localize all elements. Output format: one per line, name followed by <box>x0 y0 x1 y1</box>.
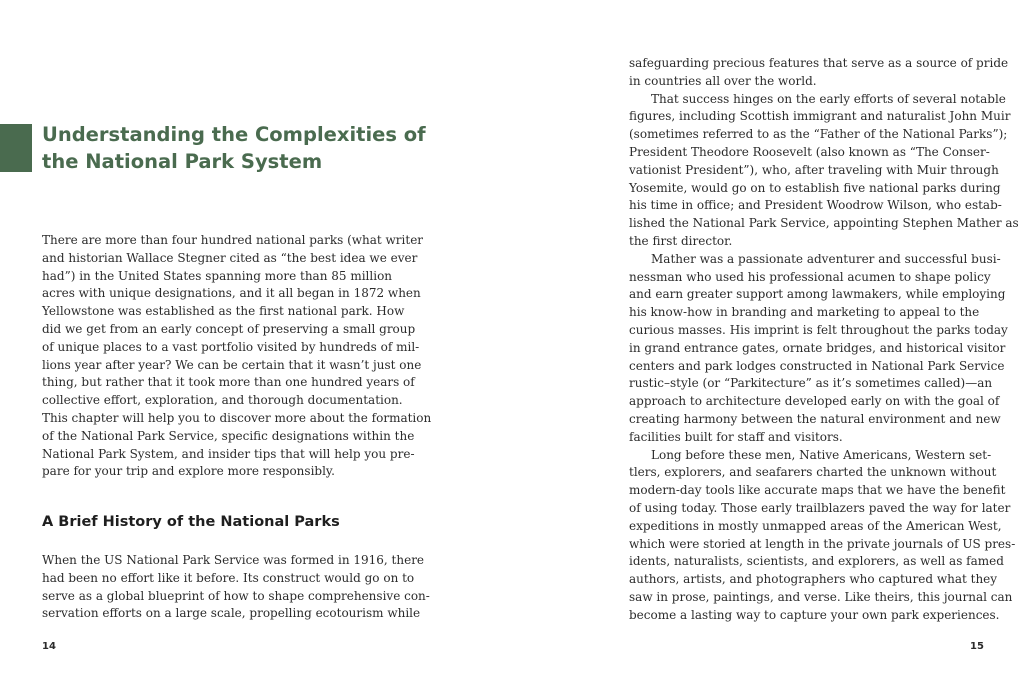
history-line: servation efforts on a large scale, propelling ecotourism while <box>42 606 421 621</box>
body-line: creating harmony between the natural environment and new <box>629 411 1001 426</box>
right-page <box>512 0 1024 683</box>
body-line: the first director. <box>629 233 733 248</box>
chapter-accent-bar <box>0 124 32 172</box>
page-number-left: 14 <box>42 641 56 652</box>
intro-line: National Park System, and insider tips that will help you pre- <box>42 446 415 461</box>
body-line: approach to architecture developed early on with the goal of <box>629 394 1000 409</box>
body-line: facilities built for staff and visitors. <box>629 429 843 444</box>
page-number-right: 15 <box>970 641 984 652</box>
body-line: centers and park lodges constructed in National Park Service <box>629 358 1005 373</box>
body-line: Long before these men, Native Americans, Western set- <box>651 447 992 462</box>
intro-line: did we get from an early concept of preserving a small group <box>42 321 416 336</box>
body-line: (sometimes referred to as the “Father of the National Parks”); <box>629 127 1008 142</box>
intro-line: There are more than four hundred national parks (what writer <box>42 233 424 247</box>
body-line: tlers, explorers, and seafarers charted the unknown without <box>629 465 997 480</box>
intro-line: pare for your trip and explore more responsibly. <box>42 464 335 479</box>
chapter-title-line-1: Understanding the Complexities of <box>42 123 426 146</box>
history-paragraph <box>42 552 430 623</box>
body-line: idents, naturalists, scientists, and explorers, as well as famed <box>629 554 1004 569</box>
intro-line: acres with unique designations, and it all began in 1872 when <box>42 286 421 301</box>
body-line: rustic–style (or “Parkitecture” as it’s sometimes called)—an <box>629 376 993 391</box>
body-line: That success hinges on the early efforts of several notable <box>651 91 1006 106</box>
body-line: of using today. Those early trailblazers paved the way for later <box>629 500 1011 515</box>
history-line: had been no effort like it before. Its construct would go on to <box>42 570 415 585</box>
body-line: vationist President”), who, after traveling with Muir through <box>629 162 999 177</box>
body-line: President Theodore Roosevelt (also known as “The Conser- <box>629 144 990 159</box>
right-body-text <box>629 55 1019 625</box>
intro-line: and historian Wallace Stegner cited as “the best idea we ever <box>42 250 418 265</box>
body-line: expeditions in mostly unmapped areas of the American West, <box>629 518 1002 533</box>
chapter-title-line-2: the National Park System <box>42 150 323 173</box>
intro-line: of unique places to a vast portfolio visited by hundreds of mil- <box>42 339 420 354</box>
intro-line: This chapter will help you to discover more about the formation <box>42 410 432 425</box>
intro-paragraph <box>42 232 432 481</box>
chapter-title <box>42 121 442 175</box>
section-heading: A Brief History of the National Parks <box>42 514 340 530</box>
intro-line: lions year after year? We can be certain that it wasn’t just one <box>42 357 422 372</box>
intro-line: collective effort, exploration, and thorough documentation. <box>42 393 403 408</box>
body-line: which were storied at length in the private journals of US pres- <box>629 536 1016 551</box>
body-line: in countries all over the world. <box>629 73 817 88</box>
history-line: When the US National Park Service was formed in 1916, there <box>42 553 425 567</box>
body-line: his time in office; and President Woodrow Wilson, who estab- <box>629 198 1002 213</box>
intro-line: Yellowstone was established as the first national park. How <box>42 304 405 319</box>
body-line: and earn greater support among lawmakers, while employing <box>629 287 1006 302</box>
body-line: lished the National Park Service, appointing Stephen Mather as <box>629 216 1019 231</box>
body-line: authors, artists, and photographers who captured what they <box>629 572 998 587</box>
body-line: become a lasting way to capture your own park experiences. <box>629 607 1000 622</box>
body-line: Mather was a passionate adventurer and successful busi- <box>651 251 1001 266</box>
intro-line: thing, but rather that it took more than one hundred years of <box>42 375 415 390</box>
body-line: curious masses. His imprint is felt throughout the parks today <box>629 322 1008 337</box>
body-line: modern-day tools like accurate maps that we have the benefit <box>629 483 1006 498</box>
body-line: figures, including Scottish immigrant and naturalist John Muir <box>629 109 1011 124</box>
intro-line: had”) in the United States spanning more than 85 million <box>42 268 393 283</box>
body-line: nessman who used his professional acumen to shape policy <box>629 269 991 284</box>
body-line: Yosemite, would go on to establish five national parks during <box>629 180 1001 195</box>
body-line: safeguarding precious features that serve as a source of pride <box>629 56 1009 70</box>
body-line: his know-how in branding and marketing to appeal to the <box>629 305 980 320</box>
history-line: serve as a global blueprint of how to shape comprehensive con- <box>42 588 430 603</box>
body-line: saw in prose, paintings, and verse. Like theirs, this journal can <box>629 589 1013 604</box>
intro-line: of the National Park Service, specific designations within the <box>42 428 415 443</box>
body-line: in grand entrance gates, ornate bridges, and historical visitor <box>629 340 1006 355</box>
